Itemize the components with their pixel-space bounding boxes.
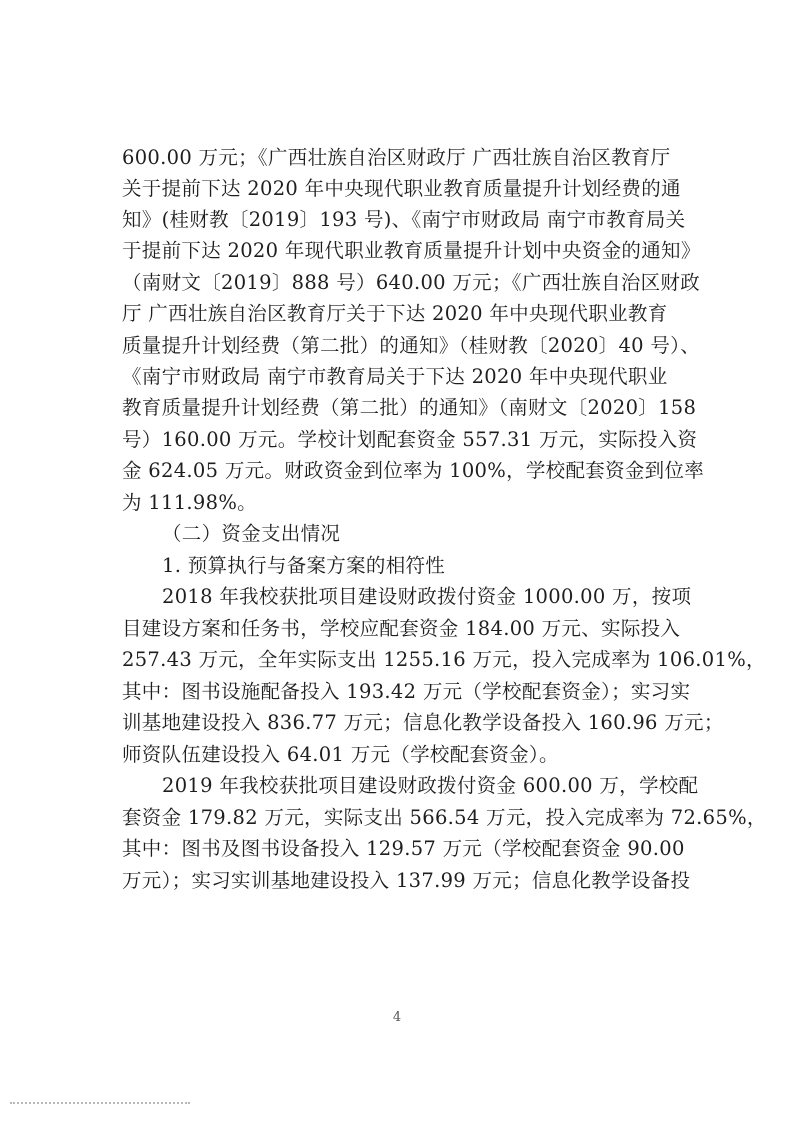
text-line: 师资队伍建设投入 64.01 万元（学校配套资金）。 <box>122 743 559 766</box>
scan-artifact <box>10 1102 190 1106</box>
text-line: 其中：图书设施配备投入 193.42 万元（学校配套资金）；实习实 <box>122 680 691 703</box>
text-line: 目建设方案和任务书，学校应配套资金 184.00 万元、实际投入 <box>122 617 681 640</box>
text-line: 号）160.00 万元。学校计划配套资金 557.31 万元，实际投入资 <box>122 428 698 451</box>
text-line: 257.43 万元，全年实际支出 1255.16 万元，投入完成率为 106.01%， <box>122 648 766 671</box>
text-line: 训基地建设投入 836.77 万元；信息化教学设备投入 160.96 万元； <box>122 711 724 734</box>
text-line: 《南宁市财政局 南宁市教育局关于下达 2020 年中央现代职业 <box>122 365 668 388</box>
text-line: 于提前下达 2020 年现代职业教育质量提升计划中央资金的通知》 <box>122 239 701 262</box>
section-heading: （二）资金支出情况 <box>162 522 341 545</box>
text-line: 600.00 万元；《广西壮族自治区财政厅 广西壮族自治区教育厅 <box>122 146 671 169</box>
text-line: 知》(桂财教〔2019〕193 号)、《南宁市财政局 南宁市教育局关 <box>122 208 686 231</box>
text-line: 为 111.98%。 <box>122 491 257 514</box>
subsection-heading: 1. 预算执行与备案方案的相符性 <box>162 554 446 577</box>
text-line: （南财文〔2019〕888 号）640.00 万元；《广西壮族自治区财政 <box>122 271 701 294</box>
text-line: 厅 广西壮族自治区教育厅关于下达 2020 年中央现代职业教育 <box>122 302 668 325</box>
text-line: 套资金 179.82 万元，实际支出 566.54 万元，投入完成率为 72.65%， <box>122 806 767 829</box>
paragraph-first-line: 2018 年我校获批项目建设财政拨付资金 1000.00 万，按项 <box>162 585 692 608</box>
text-line: 万元）；实习实训基地建设投入 137.99 万元；信息化教学设备投 <box>122 869 691 892</box>
text-line: 教育质量提升计划经费（第二批）的通知》（南财文〔2020〕158 <box>122 396 697 419</box>
text-line: 关于提前下达 2020 年中央现代职业教育质量提升计划经费的通 <box>122 177 681 200</box>
page-number: 4 <box>392 1010 402 1025</box>
paragraph-first-line: 2019 年我校获批项目建设财政拨付资金 600.00 万，学校配 <box>162 774 699 797</box>
text-line: 金 624.05 万元。财政资金到位率为 100%，学校配套资金到位率 <box>122 459 705 482</box>
text-line: 其中：图书及图书设备投入 129.57 万元（学校配套资金 90.00 <box>122 837 685 860</box>
text-line: 质量提升计划经费（第二批）的通知》（桂财教〔2020〕40 号）、 <box>122 334 701 357</box>
